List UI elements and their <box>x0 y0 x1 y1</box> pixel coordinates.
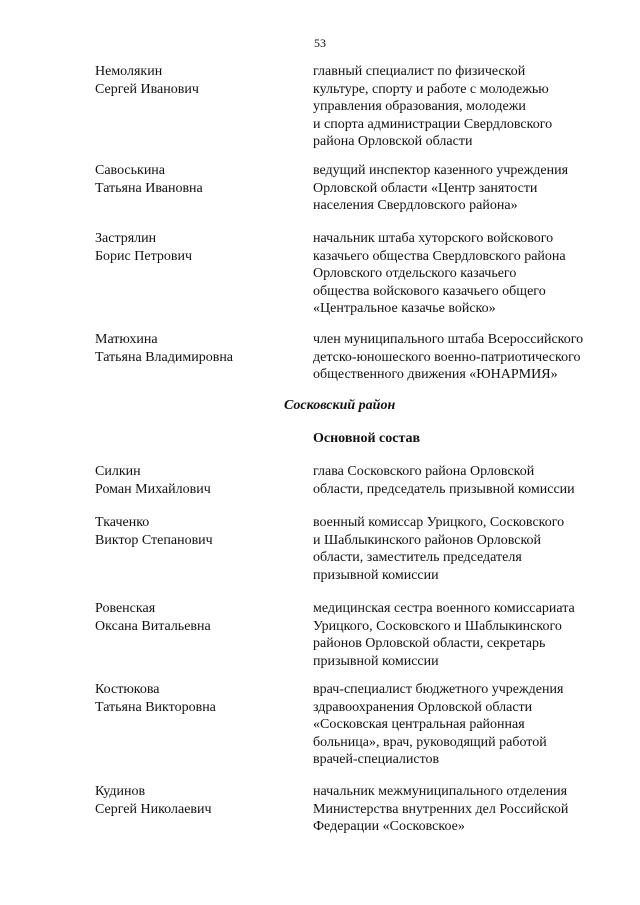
page-number: 53 <box>314 36 326 50</box>
member-role <box>313 681 613 769</box>
role-line: и Шаблыкинского районов Орловской <box>313 532 542 548</box>
role-line: член муниципального штаба Всероссийского <box>313 332 584 347</box>
member-role <box>313 162 613 215</box>
role-line: ведущий инспектор казенного учреждения <box>313 163 569 178</box>
role-line: призывной комиссии <box>313 653 439 669</box>
role-line: медицинская сестра военного комиссариата <box>313 601 575 616</box>
name-line: Матюхина <box>95 332 158 347</box>
role-line: и спорта администрации Свердловского <box>313 116 553 132</box>
name-line: Застрялин <box>95 231 157 246</box>
member-name <box>95 514 295 549</box>
role-line: «Центральное казачье войско» <box>313 301 496 317</box>
name-line: Силкин <box>95 464 141 479</box>
member-role <box>313 463 613 498</box>
member-name <box>95 463 295 498</box>
name-line: Оксана Витальевна <box>95 618 211 634</box>
role-line: культуре, спорту и работе с молодежью <box>313 81 549 97</box>
role-line: военный комиссар Урицкого, Сосковского <box>313 515 565 530</box>
role-line: Орловского отдельского казачьего <box>313 266 517 282</box>
role-line: казачьего общества Свердловского района <box>313 248 566 264</box>
member-name <box>95 783 295 818</box>
member-name <box>95 162 295 197</box>
role-line: глава Сосковского района Орловской <box>313 464 535 479</box>
role-line: начальник штаба хуторского войскового <box>313 231 554 246</box>
role-line: области, заместитель председателя <box>313 550 522 566</box>
role-line: главный специалист по физической <box>313 64 526 79</box>
name-line: Татьяна Ивановна <box>95 180 203 196</box>
role-line: начальник межмуниципального отделения <box>313 784 568 799</box>
member-role <box>313 230 613 318</box>
member-name <box>95 331 295 366</box>
name-line: Костюкова <box>95 682 160 697</box>
role-line: Министерства внутренних дел Российской <box>313 801 569 817</box>
name-line: Ткаченко <box>95 515 150 530</box>
role-line: населения Свердловского района» <box>313 198 518 214</box>
member-role <box>313 331 613 384</box>
role-line: общества войскового казачьего общего <box>313 283 546 299</box>
role-line: Федерации «Сосковское» <box>313 819 465 835</box>
subsection-title: Основной состав <box>313 431 421 446</box>
role-line: здравоохранения Орловской области <box>313 699 533 715</box>
role-line: районов Орловской области, секретарь <box>313 636 546 652</box>
member-role <box>313 514 613 584</box>
name-line: Борис Петрович <box>95 248 193 264</box>
name-line: Немолякин <box>95 64 163 79</box>
name-line: Ровенская <box>95 601 156 616</box>
member-name <box>95 230 295 265</box>
name-line: Сергей Николаевич <box>95 801 212 817</box>
role-line: общественного движения «ЮНАРМИЯ» <box>313 367 558 383</box>
section-title: Сосковский район <box>284 398 396 413</box>
member-name <box>95 600 295 635</box>
role-line: детско-юношеского военно-патриотического <box>313 349 581 365</box>
role-line: врач-специалист бюджетного учреждения <box>313 682 564 697</box>
name-line: Татьяна Викторовна <box>95 699 216 715</box>
role-line: врачей-специалистов <box>313 752 440 768</box>
member-name <box>95 681 295 716</box>
member-name <box>95 63 295 98</box>
member-role <box>313 600 613 670</box>
member-role <box>313 63 613 151</box>
name-line: Татьяна Владимировна <box>95 349 234 365</box>
role-line: «Сосковская центральная районная <box>313 717 525 733</box>
name-line: Виктор Степанович <box>95 532 213 548</box>
role-line: Орловской области «Центр занятости <box>313 180 538 196</box>
role-line: Урицкого, Сосковского и Шаблыкинского <box>313 618 562 634</box>
role-line: призывной комиссии <box>313 567 439 583</box>
name-line: Роман Михайлович <box>95 481 211 497</box>
role-line: управления образования, молодежи <box>313 99 526 115</box>
member-role <box>313 783 613 836</box>
name-line: Кудинов <box>95 784 146 799</box>
role-line: области, председатель призывной комиссии <box>313 481 575 497</box>
role-line: больница», врач, руководящий работой <box>313 734 547 750</box>
name-line: Савоськина <box>95 163 166 178</box>
role-line: района Орловской области <box>313 134 473 150</box>
name-line: Сергей Иванович <box>95 81 199 97</box>
